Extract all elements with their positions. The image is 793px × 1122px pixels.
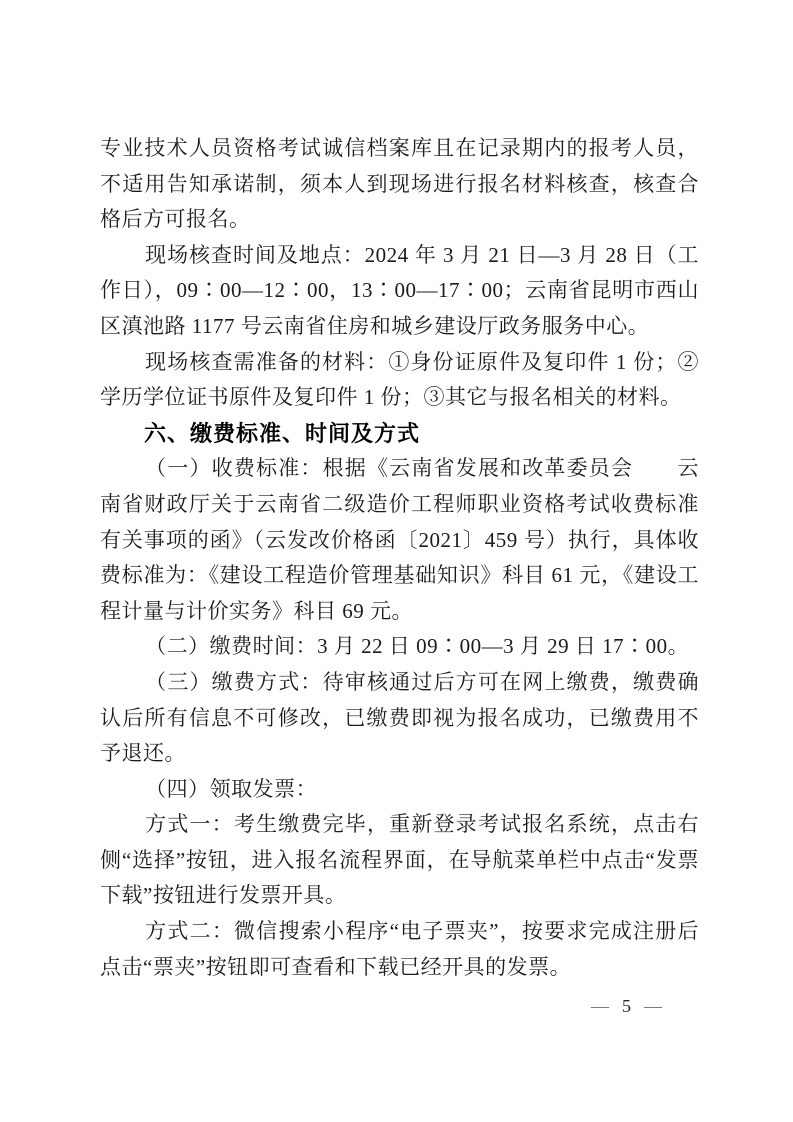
paragraph-invoice-label: （四）领取发票： — [145, 776, 318, 801]
paragraph-payment-method: （三）缴费方式：待审核通过后方可在网上缴费，缴费确认后所有信息不可修改，已缴费即视为报名成功，已缴费用不予退还。 — [100, 669, 699, 766]
page-number-left-dash: — — [591, 996, 609, 1016]
page-number-value: 5 — [622, 996, 631, 1016]
paragraph-onsite-check-time: 现场核查时间及地点：2024 年 3 月 21 日—3 月 28 日（工作日），09∶00—12∶00，13∶00—17∶00；云南省昆明市西山区滇池路 1177 号云南省住房和城乡建设厅政务服务中心。 — [100, 242, 699, 338]
document-body — [100, 131, 699, 985]
paragraph-invoice-method-2: 方式二：微信搜索小程序“电子票夹”，按要求完成注册后点击“票夹”按钮即可查看和下载已经开具的发票。 — [100, 919, 699, 979]
paragraph-onsite-check-materials: 现场核查需准备的材料：①身份证原件及复印件 1 份；②学历学位证书原件及复印件 1 份；③其它与报名相关的材料。 — [100, 349, 699, 410]
paragraph-payment-time: （二）缴费时间：3 月 22 日 09∶00—3 月 29 日 17∶00。 — [145, 634, 690, 659]
page-number-right-dash: — — [644, 996, 662, 1016]
paragraph-continuation: 专业技术人员资格考试诚信档案库且在记录期内的报考人员，不适用告知承诺制，须本人到现场进行报名材料核查，核查合格后方可报名。 — [100, 136, 699, 232]
paragraph-invoice-method-1: 方式一：考生缴费完毕，重新登录考试报名系统，点击右侧“选择”按钮，进入报名流程界面，在导航菜单栏中点击“发票下载”按钮进行发票开具。 — [100, 812, 699, 908]
paragraph-fee-standard: （一）收费标准：根据《云南省发展和改革委员会 云南省财政厅关于云南省二级造价工程师职业资格考试收费标准有关事项的函》（云发改价格函〔2021〕459 号）执行，具体收费标准为：《建设工程造价管理基础知识》科目 61 元，《建设工程计量与计价实务》科目 69 元。 — [100, 456, 699, 623]
page-number — [591, 996, 662, 1017]
section-heading: 六、缴费标准、时间及方式 — [144, 420, 421, 446]
